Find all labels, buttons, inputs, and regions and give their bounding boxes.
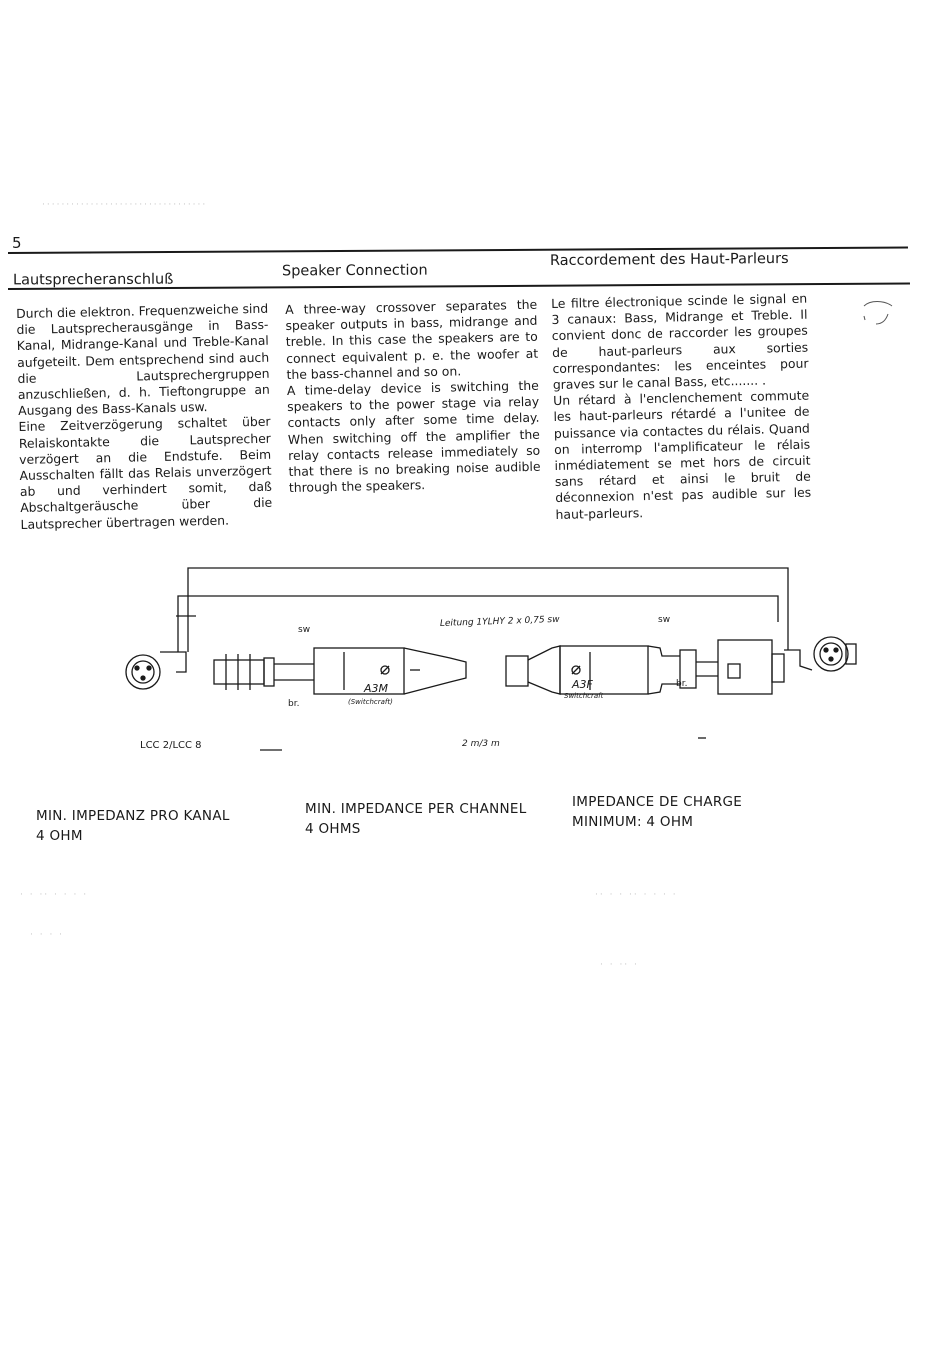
impedance-en: [305, 799, 527, 839]
impedance-line: IMPEDANCE DE CHARGE: [572, 794, 743, 810]
impedance-line: 4 OHMS: [305, 821, 361, 837]
heading-de: Lautsprecheranschluß: [12, 271, 174, 289]
heading-en: Speaker Connection: [281, 262, 428, 280]
plug-left-sublabel: (Switchcraft): [348, 698, 393, 706]
pen-mark: [858, 298, 898, 332]
wire-outer: [188, 568, 788, 652]
text-column-fr: [551, 291, 812, 523]
plug-left-body: [314, 648, 404, 694]
wiring-diagram: [0, 560, 950, 760]
wire-label: sw: [298, 625, 311, 635]
paragraph: A three-way crossover separates the speaker outputs in bass, midrange and treble. In this case the speakers are to connect equivalent p. e. the woofer at the bass-channel and so on.: [285, 296, 539, 382]
text-column-de: [16, 301, 273, 533]
length-label: 2 m/3 m: [462, 739, 500, 749]
page-number: 5: [12, 234, 22, 252]
wire-label: sw: [658, 615, 671, 625]
paragraph: Un rétard à l'enclenchement commute les haut-parleurs rétardé a l'unitee de puissance via contactes du rélais. Quand on interromp l'amplificateur le rélais inmédiatement se met hors de circuit sans rétard et ainsi le bruit de déconnexion n'est pas audible sur les haut-parleurs.: [553, 387, 812, 522]
paragraph: Le filtre électronique scinde le signal en 3 canaux: Bass, Midrange et Treble. Il convient donc de raccorder les groupes de haut-parleurs aux sorties correspondantes: les enceintes pour graves sur le canal Bass, etc....... .: [551, 290, 809, 392]
cable-label: Leitung 1YLHY 2 x 0,75 sw: [439, 614, 560, 629]
plug-right-sublabel: Switchcraft: [564, 692, 604, 700]
scan-artifact: · · ·· ·: [600, 960, 639, 970]
paragraph: Eine Zeitverzögerung schaltet über Relaiskontakte die Lautsprecher verzögert an die Endstufe. Beim Ausschalten fällt das Relais unverzögert ab und verhindert somit, daß Abschaltgeräusche über die Lautsprecher übertragen werden.: [18, 414, 273, 532]
model-label: LCC 2/LCC 8: [140, 740, 202, 751]
right-connector: [718, 640, 772, 694]
scan-artifact: · · ·· · · · ·: [20, 890, 89, 900]
impedance-line: 4 OHM: [36, 828, 83, 844]
heading-fr: Raccordement des Haut-Parleurs: [549, 250, 789, 270]
right-socket: [814, 637, 848, 671]
scan-artifact: · · · ·: [30, 930, 65, 940]
plug-left-label: A3M: [364, 682, 389, 695]
impedance-fr: [572, 792, 742, 832]
paragraph: A time-delay device is switching the speakers to the power stage via relay contacts only after some time delay. When switching off the amplifier the relay contacts release immediately so that there is no breaking noise audible through the speakers.: [286, 377, 541, 496]
wire-label: br.: [288, 699, 300, 709]
plug-right-tail: [506, 656, 528, 686]
left-socket: [126, 655, 160, 689]
impedance-line: MIN. IMPEDANCE PER CHANNEL: [305, 801, 527, 817]
impedance-line: MIN. IMPEDANZ PRO KANAL: [36, 808, 230, 824]
impedance-line: MINIMUM: 4 OHM: [572, 814, 694, 830]
plug-pins-left: [214, 660, 264, 684]
wire-label: br.: [676, 679, 688, 689]
plug-right-label: A3F: [572, 678, 593, 691]
scan-artifact: ·· · · ·· · · · ·: [595, 890, 678, 900]
scan-artifact: ··································: [42, 200, 208, 210]
text-column-en: [285, 297, 541, 497]
paragraph: Durch die elektron. Frequenzweiche sind die Lautsprecherausgänge in Bass-Kanal, Midrange-Kanal und Treble-Kanal aufgeteilt. Dem entsprechend sind auch die Lautsprechergruppen anzuschließen, d. h. Tieftongruppe an Ausgang des Bass-Kanals usw.: [16, 300, 270, 419]
impedance-de: [36, 806, 230, 846]
